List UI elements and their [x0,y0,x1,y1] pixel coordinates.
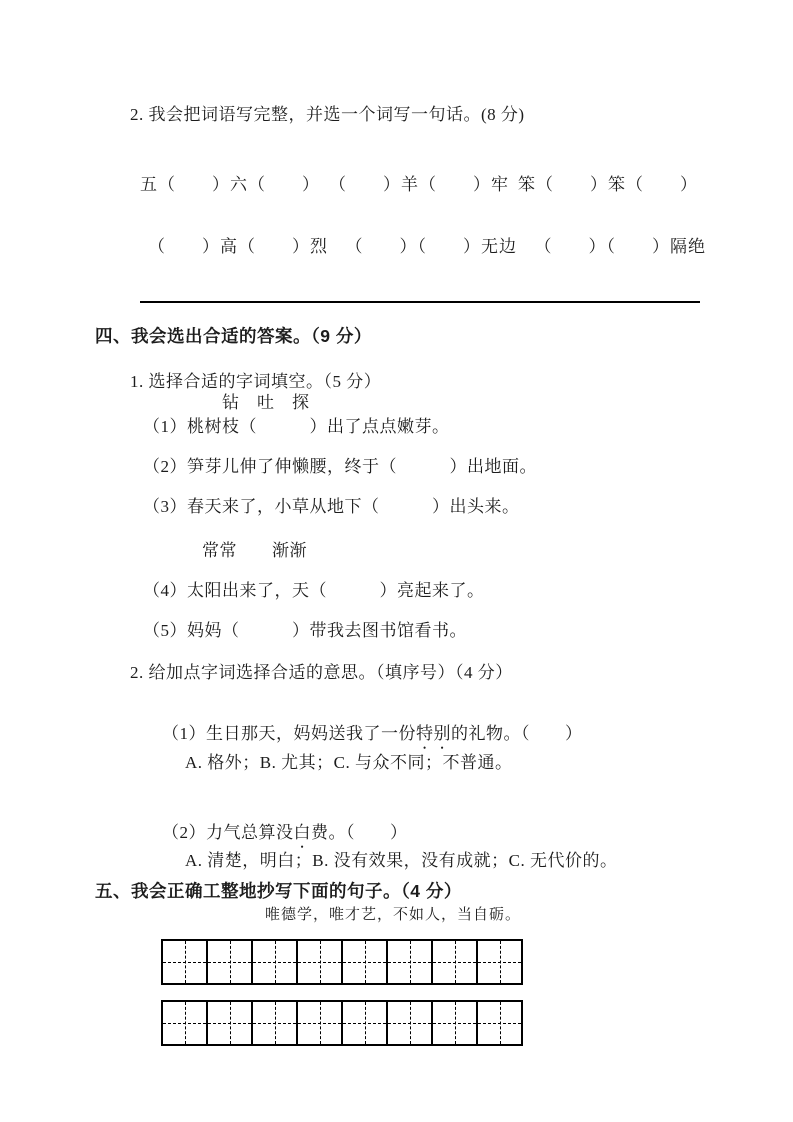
word-blank-group: 笨（ ）笨（ ） [518,175,698,194]
copy-grid-cell [163,941,208,983]
word-blank-row-1 [140,170,698,195]
word-blank-group: （ ）（ ）无边 [345,237,517,256]
copy-grid-cell [388,1002,433,1044]
q2-complete-words-title: 2. 我会把词语写完整，并选一个词写一句话。(8 分) [130,105,525,124]
sentence-post: 费。（ ） [311,823,408,843]
section-divider-line [140,301,700,303]
copy-grid-cell [343,941,388,983]
section4-q1-title: 1. 选择合适的字词填空。（5 分） [130,372,382,391]
fill-blank-item-1: （1）桃树枝（ ）出了点点嫩芽。 [143,417,450,436]
word-bank-2: 常常 渐渐 [202,541,307,560]
copy-grid-cell [433,1002,478,1044]
fill-blank-item-3: （3）春天来了，小草从地下（ ）出头来。 [143,497,520,516]
sentence-pre: （1）生日那天，妈妈送我了一份 [162,724,416,744]
sentence-post: 的礼物。（ ） [451,724,583,744]
copy-grid-cell [298,941,343,983]
section4-heading: 四、我会选出合适的答案。（9 分） [95,326,372,346]
meaning-item-2-options: A. 清楚，明白；B. 没有效果，没有成就；C. 无代价的。 [185,851,618,870]
copy-grid-cell [478,941,521,983]
section4-q2-title: 2. 给加点字词选择合适的意思。（填序号）（4 分） [130,663,513,682]
section5-heading: 五、我会正确工整地抄写下面的句子。（4 分） [95,881,462,901]
fill-blank-item-2: （2）笋芽儿伸了伸懒腰，终于（ ）出地面。 [143,457,537,476]
word-blank-row-2 [148,232,706,257]
word-blank-group: （ ）羊（ ）牢 [329,175,509,194]
meaning-item-1-options: A. 格外；B. 尤其；C. 与众不同；不普通。 [185,753,513,772]
copy-sentence: 唯德学，唯才艺，不如人，当自砺。 [265,907,522,923]
fill-blank-item-5: （5）妈妈（ ）带我去图书馆看书。 [143,621,467,640]
copy-grid-row-1 [161,939,523,985]
copy-grid-cell [433,941,478,983]
word-blank-group: （ ）（ ）隔绝 [534,237,706,256]
copy-grid-row-2 [161,1000,523,1046]
copy-grid-cell [253,1002,298,1044]
word-bank-1: 钻 吐 探 [222,393,310,412]
copy-grid-cell [388,941,433,983]
copy-grid-cell [208,941,253,983]
sentence-pre: （2）力气总算没 [162,823,294,843]
copy-grid-cell [253,941,298,983]
copy-grid-cell [298,1002,343,1044]
copy-grid-cell [478,1002,521,1044]
copy-grid-cell [343,1002,388,1044]
copy-grid-cell [163,1002,208,1044]
emphasized-word: 白 [293,823,311,843]
emphasized-word: 特别 [416,724,451,744]
word-blank-group: （ ）高（ ）烈 [148,237,328,256]
fill-blank-item-4: （4）太阳出来了，天（ ）亮起来了。 [143,581,485,600]
word-blank-group: 五（ ）六（ ） [140,175,320,194]
copy-grid-cell [208,1002,253,1044]
